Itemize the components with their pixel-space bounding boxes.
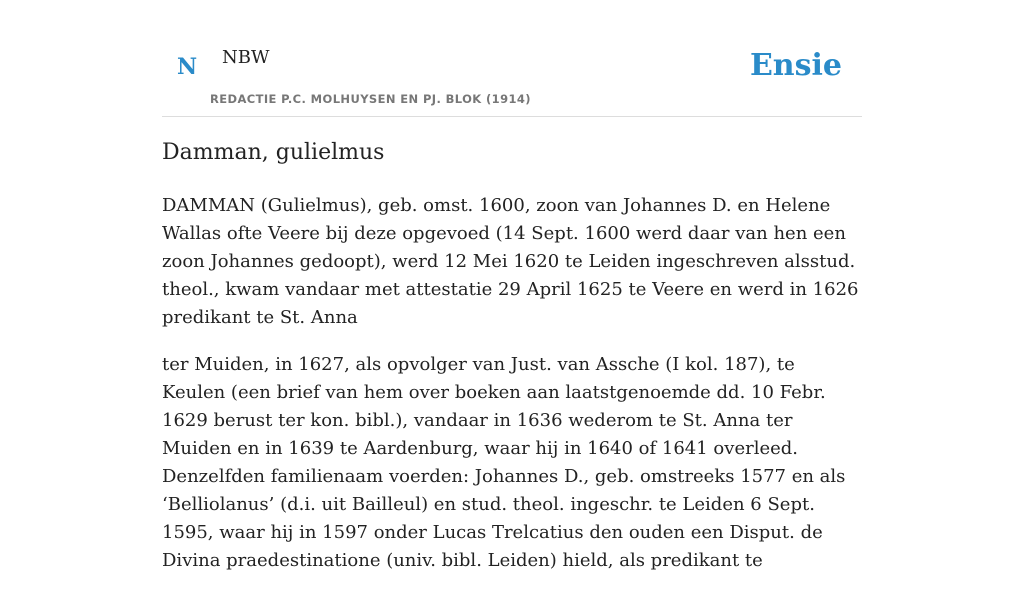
source-name[interactable]: NBW bbox=[222, 47, 270, 68]
article-paragraph: ter Muiden, in 1627, als opvolger van Just. van Assche (I kol. 187), te Keulen (een brief van hem over boeken aan laatstgenoemde dd. 10 Febr. 1629 berust ter kon. bibl.), vandaar in 1636 wederom te St. Anna ter Muiden en in 1639 te Aardenburg, waar hij in 1640 of 1641 overleed. Denzelfden familienaam voerden: Johannes D., geb. omstreeks 1577 en als ‘Belliolanus’ (d.i. uit Bailleul) en stud. theol. ingeschr. te Leiden 6 Sept. 1595, waar hij in 1597 onder Lucas Trelcatius den ouden een Disput. de Divina praedestinatione (univ. bibl. Leiden) hield, als predikant te bbox=[162, 354, 846, 571]
article-body bbox=[162, 192, 862, 594]
source-logo-icon[interactable]: N bbox=[177, 54, 198, 80]
article-paragraph: DAMMAN (Gulielmus), geb. omst. 1600, zoon van Johannes D. en Helene Wallas ofte Veere bij deze opgevoed (14 Sept. 1600 werd daar van hen een zoon Johannes gedoopt), werd 12 Mei 1620 te Leiden ingeschreven alsstud. theol., kwam vandaar met attestatie 29 April 1625 te Veere en werd in 1626 predikant te St. Anna bbox=[162, 195, 859, 328]
brand-logo[interactable]: Ensie bbox=[749, 48, 842, 83]
article-title: Damman, gulielmus bbox=[162, 140, 385, 165]
source-header bbox=[162, 0, 862, 117]
source-subtitle: REDACTIE P.C. MOLHUYSEN EN PJ. BLOK (1914) bbox=[210, 92, 531, 106]
